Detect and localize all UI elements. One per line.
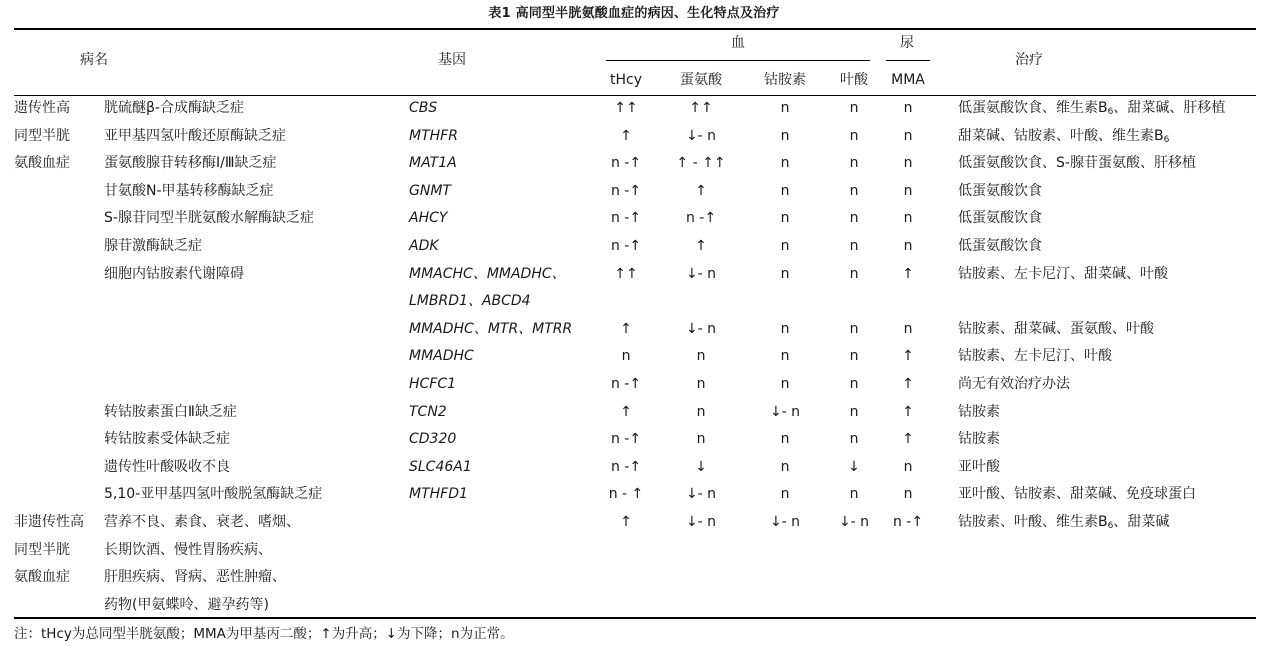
cell-thcy: ↑↑: [614, 100, 638, 116]
cell-gene: MAT1A: [409, 155, 457, 172]
cell-met: ↓- n: [685, 265, 717, 282]
treatment-text: 低蛋氨酸饮食、维生素B: [958, 100, 1108, 116]
treatment-text: 钴胺素、叶酸、维生素B: [958, 514, 1108, 530]
cell-thcy: n -↑: [610, 458, 642, 475]
treatment-text: 低蛋氨酸饮食、S-腺苷蛋氨酸、肝移植: [958, 155, 1196, 172]
cell-treatment: [958, 208, 1042, 230]
cell-disease: S-腺苷同型半胱氨酸水解酶缺乏症: [104, 210, 314, 227]
cell-folate: ↓- n: [838, 514, 870, 530]
treatment-text: 亚叶酸: [958, 458, 1000, 475]
group-hereditary-line-1: 遗传性高: [14, 100, 70, 116]
cell-met: n: [696, 431, 706, 448]
treatment-text: 钴胺素: [958, 403, 1000, 420]
cell-met: ↑: [695, 182, 707, 199]
cell-met: ↑ - ↑↑: [676, 155, 726, 172]
table-title: 表1 高同型半胱氨酸血症的病因、生化特点及治疗: [488, 6, 780, 21]
treatment-text: 钴胺素: [958, 431, 1000, 448]
cell-treatment: [958, 457, 1000, 479]
cell-met: n: [696, 348, 706, 365]
cell-gene: SLC46A1: [409, 458, 472, 475]
cell-treatment: [958, 319, 1154, 341]
cell-thcy: ↑: [620, 127, 632, 144]
cell-treatment: [958, 98, 1225, 120]
cell-cbl: n: [780, 376, 790, 392]
cell-mma: n: [903, 238, 913, 254]
cell-gene: HCFC1: [409, 376, 457, 392]
cell-disease: 蛋氨酸腺苷转移酶Ⅰ/Ⅲ缺乏症: [104, 155, 277, 172]
treatment-subscript: 6: [1107, 107, 1114, 117]
header-urine: 尿: [900, 35, 914, 51]
cell-treatment: [958, 374, 1070, 396]
cell-treatment: [958, 264, 1168, 286]
cell-cbl: n: [780, 431, 790, 448]
cell-cbl: ↓- n: [769, 514, 801, 530]
cell-thcy: n -↑: [610, 376, 642, 392]
cell-mma: ↑: [902, 348, 914, 365]
cell-folate: n: [849, 265, 859, 282]
cell-disease: 药物(甲氨蝶呤、避孕药等): [104, 596, 269, 613]
header-met: 蛋氨酸: [680, 72, 722, 88]
cell-cbl: n: [780, 458, 790, 475]
cell-gene: CBS: [409, 100, 438, 116]
cell-treatment: [958, 512, 1169, 534]
cell-met: ↑↑: [689, 100, 713, 116]
treatment-text: 钴胺素、左卡尼汀、叶酸: [958, 348, 1112, 365]
cell-thcy: n -↑: [610, 182, 642, 199]
cell-thcy: ↑: [620, 514, 632, 530]
cell-disease: 胱硫醚β-合成酶缺乏症: [104, 100, 244, 116]
cell-mma: n: [903, 320, 913, 337]
cell-disease: 遗传性叶酸吸收不良: [104, 458, 230, 475]
cell-disease: 肝胆疾病、肾病、恶性肿瘤、: [104, 569, 286, 586]
treatment-text: 甜菜碱、钴胺素、叶酸、维生素B: [958, 127, 1164, 144]
cell-folate: n: [849, 182, 859, 199]
urine-subrule: [886, 60, 930, 61]
cell-cbl: n: [780, 320, 790, 337]
bottom-rule: [14, 617, 1256, 619]
treatment-text: 低蛋氨酸饮食: [958, 238, 1042, 254]
cell-cbl: n: [780, 127, 790, 144]
cell-met: ↓- n: [685, 127, 717, 144]
cell-cbl: n: [780, 210, 790, 227]
treatment-text: 钴胺素、甜菜碱、蛋氨酸、叶酸: [958, 320, 1154, 337]
group-nonhereditary-line-3: 氨酸血症: [14, 569, 70, 585]
cell-met: ↓- n: [685, 320, 717, 337]
cell-mma: ↑: [902, 403, 914, 420]
header-folate: 叶酸: [840, 72, 868, 88]
cell-thcy: n -↑: [610, 238, 642, 254]
cell-disease: 转钴胺素受体缺乏症: [104, 431, 230, 448]
table-footnote: 注：tHcy为总同型半胱氨酸；MMA为甲基丙二酸；↑为升高；↓为下降；n为正常。: [14, 626, 514, 642]
header-cbl: 钴胺素: [764, 72, 806, 88]
cell-cbl: n: [780, 238, 790, 254]
cell-folate: n: [849, 486, 859, 503]
cell-folate: n: [849, 155, 859, 172]
header-mma: MMA: [891, 72, 925, 88]
header-disease: 病名: [80, 52, 108, 68]
cell-disease: 甘氨酸N-甲基转移酶缺乏症: [104, 182, 274, 199]
cell-gene: MMADHC: [409, 348, 474, 365]
treatment-text: 低蛋氨酸饮食: [958, 182, 1042, 199]
cell-treatment: [958, 181, 1042, 203]
cell-folate: n: [849, 210, 859, 227]
cell-gene: MTHFR: [409, 127, 458, 144]
cell-treatment: [958, 153, 1196, 175]
cell-met: ↑: [695, 238, 707, 254]
cell-treatment: [958, 429, 1000, 451]
cell-thcy: n -↑: [610, 155, 642, 172]
treatment-text: 尚无有效治疗办法: [958, 376, 1070, 392]
group-nonhereditary-line-1: 非遗传性高: [14, 514, 84, 530]
cell-disease: 5,10-亚甲基四氢叶酸脱氢酶缺乏症: [104, 486, 323, 503]
cell-thcy: ↑: [620, 403, 632, 420]
cell-mma: n: [903, 486, 913, 503]
treatment-text: 亚叶酸、钴胺素、甜菜碱、免疫球蛋白: [958, 486, 1196, 503]
top-rule: [14, 28, 1256, 30]
cell-mma: ↑: [902, 265, 914, 282]
cell-treatment: [958, 484, 1196, 506]
cell-disease: 长期饮酒、慢性胃肠疾病、: [104, 541, 272, 558]
cell-gene: TCN2: [409, 403, 447, 420]
cell-mma: n: [903, 127, 913, 144]
group-nonhereditary-line-2: 同型半胱: [14, 542, 70, 558]
cell-folate: n: [849, 376, 859, 392]
cell-mma: ↑: [902, 376, 914, 392]
cell-folate: n: [849, 238, 859, 254]
blood-subrule: [606, 60, 870, 61]
treatment-text-after: 、甜菜碱、肝移植: [1113, 100, 1226, 116]
cell-gene: CD320: [409, 431, 457, 448]
cell-cbl: n: [780, 265, 790, 282]
cell-mma: n: [903, 210, 913, 227]
cell-folate: n: [849, 403, 859, 420]
header-blood: 血: [731, 35, 745, 51]
cell-mma: ↑: [902, 431, 914, 448]
cell-disease: 营养不良、素食、衰老、嗜烟、: [104, 514, 300, 530]
cell-folate: n: [849, 431, 859, 448]
cell-thcy: n: [621, 348, 631, 365]
cell-cbl: ↓- n: [769, 403, 801, 420]
header-thcy: tHcy: [610, 72, 642, 88]
cell-met: ↓- n: [685, 486, 717, 503]
header-rule: [14, 95, 1256, 96]
cell-folate: n: [849, 127, 859, 144]
treatment-text-after: 、甜菜碱: [1113, 514, 1170, 530]
treatment-subscript: 6: [1107, 521, 1114, 531]
cell-thcy: ↑: [620, 320, 632, 337]
cell-thcy: n -↑: [610, 210, 642, 227]
treatment-subscript: 6: [1163, 134, 1170, 145]
cell-met: n: [696, 376, 706, 392]
cell-mma: n: [903, 182, 913, 199]
header-treatment: 治疗: [1015, 52, 1043, 68]
header-gene: 基因: [438, 52, 466, 68]
cell-thcy: n -↑: [610, 431, 642, 448]
cell-gene: MTHFD1: [409, 486, 468, 503]
cell-folate: n: [849, 320, 859, 337]
cell-treatment: [958, 126, 1169, 148]
cell-cbl: n: [780, 486, 790, 503]
group-hereditary-line-2: 同型半胱: [14, 128, 70, 144]
cell-folate: ↓: [848, 458, 860, 475]
cell-met: ↓- n: [685, 514, 717, 530]
cell-treatment: [958, 402, 1000, 424]
cell-met: n: [696, 403, 706, 420]
cell-cbl: n: [780, 348, 790, 365]
cell-gene: GNMT: [409, 182, 451, 199]
cell-treatment: [958, 236, 1042, 258]
cell-cbl: n: [780, 182, 790, 199]
cell-disease: 腺苷激酶缺乏症: [104, 238, 202, 254]
cell-thcy: ↑↑: [614, 265, 638, 282]
cell-cbl: n: [780, 155, 790, 172]
cell-disease: 细胞内钴胺素代谢障碍: [104, 265, 244, 282]
cell-gene: AHCY: [409, 210, 448, 227]
cell-gene: MMADHC、MTR、MTRR: [409, 320, 573, 337]
cell-gene: ADK: [409, 238, 439, 254]
treatment-text: 钴胺素、左卡尼汀、甜菜碱、叶酸: [958, 265, 1168, 282]
treatment-text: 低蛋氨酸饮食: [958, 210, 1042, 227]
group-hereditary-line-3: 氨酸血症: [14, 155, 70, 171]
cell-cbl: n: [780, 100, 790, 116]
cell-folate: n: [849, 100, 859, 116]
cell-gene: LMBRD1、ABCD4: [409, 293, 531, 310]
cell-mma: n: [903, 155, 913, 172]
cell-treatment: [958, 346, 1112, 368]
cell-mma: n: [903, 100, 913, 116]
cell-thcy: n - ↑: [608, 486, 644, 503]
cell-mma: n -↑: [892, 514, 924, 530]
cell-met: ↓: [695, 458, 707, 475]
cell-disease: 亚甲基四氢叶酸还原酶缺乏症: [104, 127, 286, 144]
cell-mma: n: [903, 458, 913, 475]
cell-disease: 转钴胺素蛋白Ⅱ缺乏症: [104, 403, 237, 420]
cell-met: n -↑: [685, 210, 717, 227]
cell-gene: MMACHC、MMADHC、: [409, 265, 566, 282]
cell-folate: n: [849, 348, 859, 365]
